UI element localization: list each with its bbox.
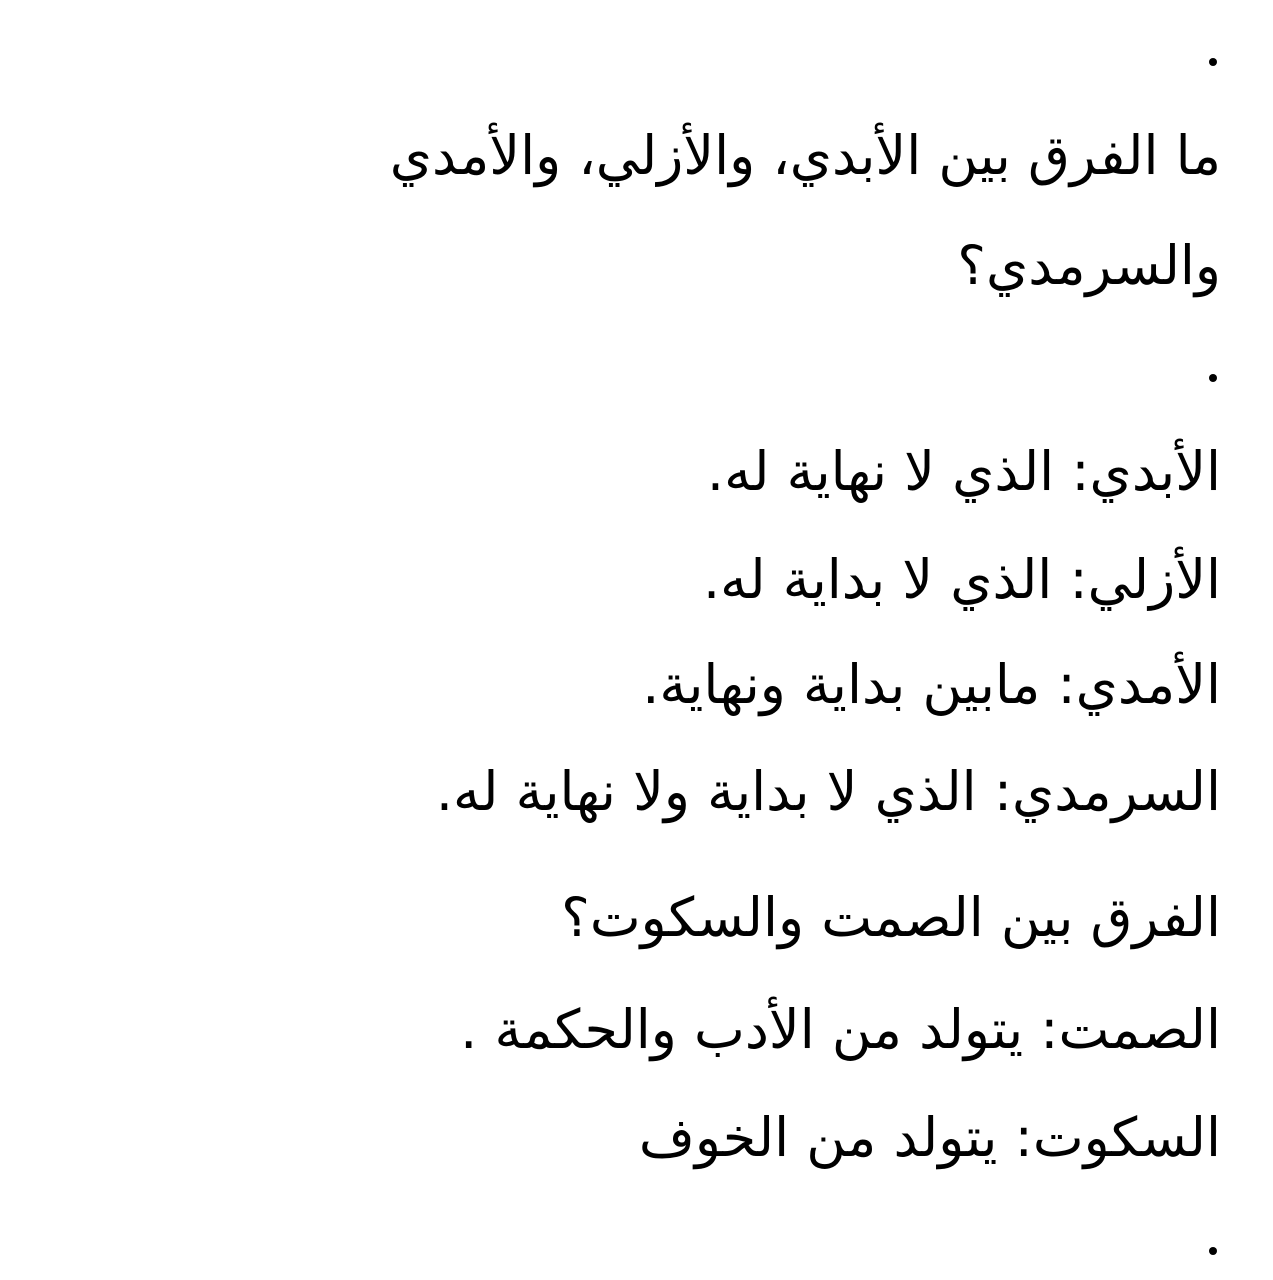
question-line-1: ما الفرق بين الأبدي، والأزلي، والأمدي bbox=[389, 124, 1221, 187]
question-line-2: والسرمدي؟ bbox=[957, 234, 1221, 297]
definition-everlasting: السرمدي: الذي لا بداية ولا نهاية له. bbox=[435, 760, 1221, 823]
definition-bounded: الأمدي: مابين بداية ونهاية. bbox=[642, 653, 1221, 716]
definition-samt: الصمت: يتولد من الأدب والحكمة . bbox=[460, 998, 1221, 1061]
separator-dot bbox=[1209, 1247, 1217, 1255]
separator-dot bbox=[1209, 58, 1217, 66]
question-silence: الفرق بين الصمت والسكوت؟ bbox=[561, 886, 1221, 949]
definition-eternal-future: الأبدي: الذي لا نهاية له. bbox=[706, 440, 1221, 503]
definition-sukut: السكوت: يتولد من الخوف bbox=[638, 1106, 1221, 1169]
separator-dot bbox=[1209, 374, 1217, 382]
definition-eternal-past: الأزلي: الذي لا بداية له. bbox=[703, 548, 1221, 611]
